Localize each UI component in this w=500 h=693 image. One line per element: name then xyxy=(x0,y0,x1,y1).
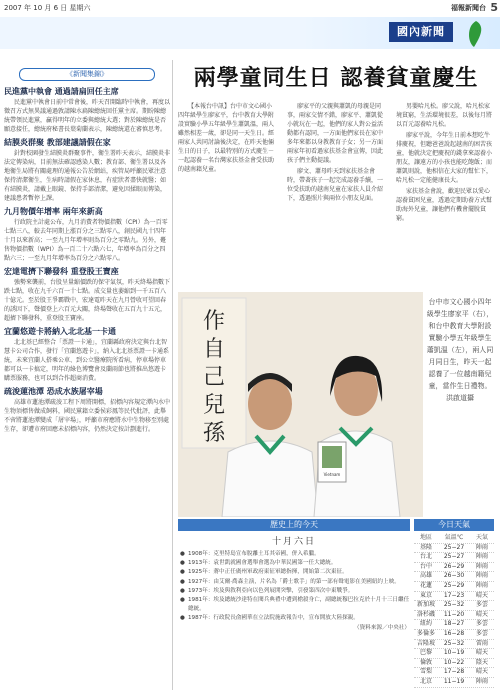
news-digest xyxy=(4,68,170,690)
bullet-icon: ● xyxy=(180,615,185,622)
history-item xyxy=(180,614,410,623)
history-credit: （資料來源／中央社） xyxy=(354,625,410,632)
history-item-text: 1913年：袁世凱就國會選舉會選為中華民國第一任大總統。 xyxy=(188,560,337,567)
story-column xyxy=(178,102,276,290)
digest-item xyxy=(4,138,170,203)
weather-row xyxy=(414,544,494,554)
weather-row xyxy=(414,668,494,678)
weather-condition: 多雲 xyxy=(475,629,488,637)
digest-item-title: 九月物價年增率 兩年來新高 xyxy=(4,207,103,216)
weather-city: 新加坡 xyxy=(416,601,435,609)
weather-row xyxy=(414,592,494,602)
weather-temp: 11−20 xyxy=(443,610,465,618)
digest-item xyxy=(4,87,170,134)
weather-row xyxy=(414,678,494,688)
col-header-temp: 氣溫℃ xyxy=(444,534,464,541)
digest-item-title: 宜蘭悠遊卡將納入北北基一卡通 xyxy=(4,327,116,336)
history-item-text: 1927年：由艾爾‧喬森主演，片名為「爵士歌手」的第一部有聲電影在美國紐約上映。 xyxy=(188,578,400,585)
weather-condition: 晴天 xyxy=(475,649,488,657)
weather-condition: 陣雨 xyxy=(475,553,488,561)
weather-city: 北京 xyxy=(419,677,432,685)
weather-row xyxy=(414,640,494,650)
history-item xyxy=(180,568,410,577)
bullet-icon: ● xyxy=(180,597,185,604)
history-item-text: 1908年：克里特島宣布脫離土耳其帝國，併入希臘。 xyxy=(188,551,320,557)
digest-item-title: 結膜炎群聚 教部建議請假在家 xyxy=(4,138,111,147)
calligraphy-char: 作 xyxy=(202,309,226,334)
digest-item-body: 行政院主計處公布，九月消費者物價指數（CPI）為一百零七點三八，較去年同期上漲百分之三點零八，創民國九十四年十月以來新高；一至九月年增率則為百分之零點九。另外，躉售物價指數（WPI）為一百二十六點六七，年增率為百分之四點六三；一至九月年增率為百分之六點零八。 xyxy=(4,219,168,262)
weather-condition: 雷雨 xyxy=(475,639,488,647)
digest-item-body: 民進黨中執會日前中常會後，昨天召開臨時中執會，再度以徵召方式無異議通過敦請陳水扁陳總統回任黨主席。期盼陳總統帶領民進黨，贏得明年的立委與總統大選；對於陳總統是否願意接任，總統府秘書長葉菊蘭表示，陳總統還在審慎思考。 xyxy=(4,99,171,133)
digest-title: 《新聞集錦》 xyxy=(19,68,155,81)
weather-city: 東京 xyxy=(419,591,432,599)
weather-condition: 晴天 xyxy=(475,610,488,618)
weather-temp: 26−29 xyxy=(443,562,465,570)
story-paragraph: 廖家平說，今年生日前本想吃牛排慶祝，但聽爸爸說起越南的困苦孩童，他就決定把慶祝的錢拿來認養小朋友，讓遠方的小孩也能吃飽飯；而蕭凱則說，他相信在大家的幫忙下，哈凡松一定能健康長大。 xyxy=(396,132,493,184)
photo-caption: 台中市文心國小四年級學生廖家平（右），和台中教育大學附設實驗小學五年級學生蕭凱溫（左），兩人同月同日生，昨天一起認養了一位越南籍兒童，當作生日禮物。洪啟道攝 xyxy=(426,298,494,402)
weather-temp: 25−32 xyxy=(443,601,465,609)
col-header-region: 地區 xyxy=(419,534,432,541)
weather-temp: 25−32 xyxy=(443,639,465,647)
weather-city: 花蓮 xyxy=(419,581,432,589)
weather-temp: 17−23 xyxy=(443,591,465,599)
history-header: 歷史上的今天 xyxy=(178,519,410,531)
story-paragraph: 男嬰哈凡松。廖父說，哈凡松家境貧窮，生活環境很差，以後每月將以百元認養哈凡松。 xyxy=(396,103,493,128)
page-number: 5 xyxy=(490,1,498,14)
weather-city: 台北 xyxy=(419,553,432,561)
weather-condition: 多雲 xyxy=(475,620,488,628)
issue-date: 2007 年 10 月 6 日 星期六 xyxy=(4,4,91,12)
digest-item-title: 疏浚蓮池潭 恐成水族屠宰場 xyxy=(4,387,103,396)
weather-row xyxy=(414,601,494,611)
weather-row xyxy=(414,572,494,582)
story-column xyxy=(287,102,385,290)
digest-item-title: 宏達電擠下聯發科 重登股王寶座 xyxy=(4,267,119,276)
news-photo xyxy=(178,292,423,517)
bullet-icon: ● xyxy=(180,560,185,567)
weather-row xyxy=(414,582,494,592)
weather-city: 倫敦 xyxy=(419,658,432,666)
digest-item xyxy=(4,327,170,383)
digest-item-body: 針對校園發生結膜炎群聚事件，衛生署昨天表示，結膜炎非法定傳染病，目前無法確認感染人數；教育部、衛生署以及各地衛生局將有關處理的通報公告於網站，疾管局呼籲民眾注意保持清潔衛生，生病時請假在家休息，有症狀者盡快就醫；如有結膜炎，請戴上眼鏡、保持手部清潔，避免因揉眼而傳染，建議患者暫停上課。 xyxy=(4,150,171,202)
weather-temp: 16−28 xyxy=(443,629,465,637)
weather-temp: 10−19 xyxy=(443,649,465,657)
digest-item-body: 強勢來襲前，台股呈量縮價跌的保守氣氛，昨天終場指數下跌七點，收在九千六百一十七點。成交量也萎縮到一千五百八十億元。至於股王爭霸戰中，宏達電昨天在九月營收可望回春的誘因下，聲價登上六百元大關，終場聲收在五百九十五元，超擠下聯發科，重登股王寶座。 xyxy=(4,279,171,322)
bullet-icon: ● xyxy=(180,551,185,557)
digest-item xyxy=(4,387,170,434)
photo-illustration xyxy=(178,292,423,517)
history-date: 十月六日 xyxy=(271,537,316,547)
weather-row xyxy=(414,553,494,563)
weather-city: 台中 xyxy=(419,562,432,570)
weather-temp: 26−30 xyxy=(443,572,465,580)
weather-city: 基隆 xyxy=(419,543,432,551)
weather-row xyxy=(414,649,494,659)
history-item xyxy=(180,587,410,596)
weather-column-headers xyxy=(414,534,494,544)
weather-row xyxy=(414,611,494,621)
story-paragraph: 【本報台中訊】台中市文心國小四年級學生廖家平，台中教育大學附設實驗小學五年級學生蕭凱溫，兩人雖然相差一歲，卻是同一天生日。經兩家人共同討論後決定，在昨天他倆生日的日子，以最特別的方式慶生－一起認養一名台灣家扶基金會受扶助的越南籍兒童。 xyxy=(178,103,275,173)
history-item xyxy=(180,578,410,587)
col-header-weather: 天氣 xyxy=(475,534,488,541)
weather-condition: 多雲 xyxy=(475,601,488,609)
weather-row xyxy=(414,659,494,669)
weather-condition: 陣雨 xyxy=(475,572,488,580)
card-label: Vietnam xyxy=(323,472,341,477)
calligraphy-char: 孫 xyxy=(202,421,226,446)
history-item-text: 1973年：埃及與敘利亞向以色列展開突擊，引發第四次中東戰爭。 xyxy=(188,587,354,594)
weather-row xyxy=(414,563,494,573)
digest-item-title: 民進黨中執會 通過請扁回任主席 xyxy=(4,87,119,96)
weather-temp: 10−22 xyxy=(443,658,465,666)
weather-condition: 陣雨 xyxy=(475,543,488,551)
weather-condition: 陣雨 xyxy=(475,677,488,685)
column-divider xyxy=(172,60,173,690)
weather-temp: 11−19 xyxy=(443,677,465,685)
section-title: 國內新聞 xyxy=(389,22,453,42)
main-headline: 兩學童同生日 認養貧童慶生 xyxy=(193,66,479,91)
story-paragraph: 家扶基金會說，歡迎民眾以愛心認養貧困兒童，透過定期助養方式幫助海外兒童，讓他們有機會擺脫貧窮。 xyxy=(396,188,493,222)
weather-condition: 晴天 xyxy=(475,668,488,676)
bullet-icon: ● xyxy=(180,578,185,585)
weather-condition: 晴天 xyxy=(475,591,488,599)
top-bar xyxy=(0,0,500,16)
digest-item xyxy=(4,267,170,323)
history-item xyxy=(180,596,410,614)
story-paragraph: 廖文、蕭母昨天到家扶基金會時，帶著孩子一起完成認養手續，一位受扶助的越南兒童在家扶人員介紹下，透過照片與兩位小朋友見面。 xyxy=(287,168,384,202)
weather-city: 吉隆坡 xyxy=(416,639,435,647)
weather-city: 多倫多 xyxy=(416,629,435,637)
story-paragraph: 廖家平的父親與蕭凱的母親是同事，兩家交情不錯，廖家平、蕭凱從小就玩在一起，他們的家人對公益活動都有認同，一方面他們家長在家中多年來都以身教教育子女；另一方面兩家年初看過家扶基金會宣傳，因此孩子們主動提議。 xyxy=(287,103,384,164)
weather-header: 今日天氣 xyxy=(414,519,494,531)
weather-condition: 陣雨 xyxy=(475,562,488,570)
weather-condition: 陣雨 xyxy=(475,581,488,589)
weather-row xyxy=(414,620,494,630)
digest-item-body: 北北基已經整合「票證一卡通」，宜蘭縣政府決定與台北智慧卡公司合作，發行「宜蘭悠遊卡」，納入北北基票證一卡通系統，未來宜蘭人搭乘公車、到公立醫療院所看病，停車場停車都可以一卡搞定，明年的綠色博覽會及蘭雨節也將推出悠遊卡購票服務，也可以到合作超商消費。 xyxy=(4,339,170,382)
calligraphy-char: 兒 xyxy=(202,393,226,418)
weather-temp: 25−27 xyxy=(443,543,465,551)
history-item-text: 1987年：行政院長俞國華在立法院施政報告中，宣布開放大陸探親。 xyxy=(188,615,359,622)
weather-condition: 陰天 xyxy=(475,658,488,666)
calligraphy-char: 自 xyxy=(202,337,226,362)
digest-item xyxy=(4,207,170,263)
weather-temp: 17−28 xyxy=(443,668,465,676)
history-item xyxy=(180,550,410,559)
weather-city: 高雄 xyxy=(419,572,432,580)
bullet-icon: ● xyxy=(180,587,185,594)
taiwan-map-icon xyxy=(458,19,488,49)
calligraphy-char: 己 xyxy=(202,365,226,390)
weather-temp: 18−27 xyxy=(443,620,465,628)
weather-city: 洛杉磯 xyxy=(416,610,435,618)
weather-city: 雪梨 xyxy=(419,668,432,676)
weather-city: 紐約 xyxy=(419,620,432,628)
weather-row xyxy=(414,630,494,640)
history-list xyxy=(180,550,410,632)
digest-item-body: 高雄市蓮池潭疏浚工程下周將開標，招標內容規定潭內水中生物須標售做成飼料，國民黨籍立委侯彩鳳等民代批評，此舉不啻將蓮池潭變成「屠宰場」，呼籲市府應將水中生物移至別處生存，卻遭市府回應未招標內容，仍然決定按計劃進行。 xyxy=(4,399,171,433)
history-item xyxy=(180,559,410,568)
main-story xyxy=(178,102,494,290)
history-item-text: 1981年：埃及總統沙達特在閱兵典禮中遭到槍殺身亡，副總統穆巴拉克於十月十三日繼任總統。 xyxy=(188,597,410,613)
weather-temp: 25−27 xyxy=(443,553,465,561)
weather-table xyxy=(414,534,494,688)
paper-name: 福報新聞台 xyxy=(451,4,486,12)
weather-city: 巴黎 xyxy=(419,649,432,657)
history-item-text: 1925年：蔣中正任廣州軍政府東征軍總指揮，開始第二次東征。 xyxy=(188,569,348,576)
story-column xyxy=(396,102,494,290)
weather-temp: 25−29 xyxy=(443,581,465,589)
bullet-icon: ● xyxy=(180,569,185,576)
